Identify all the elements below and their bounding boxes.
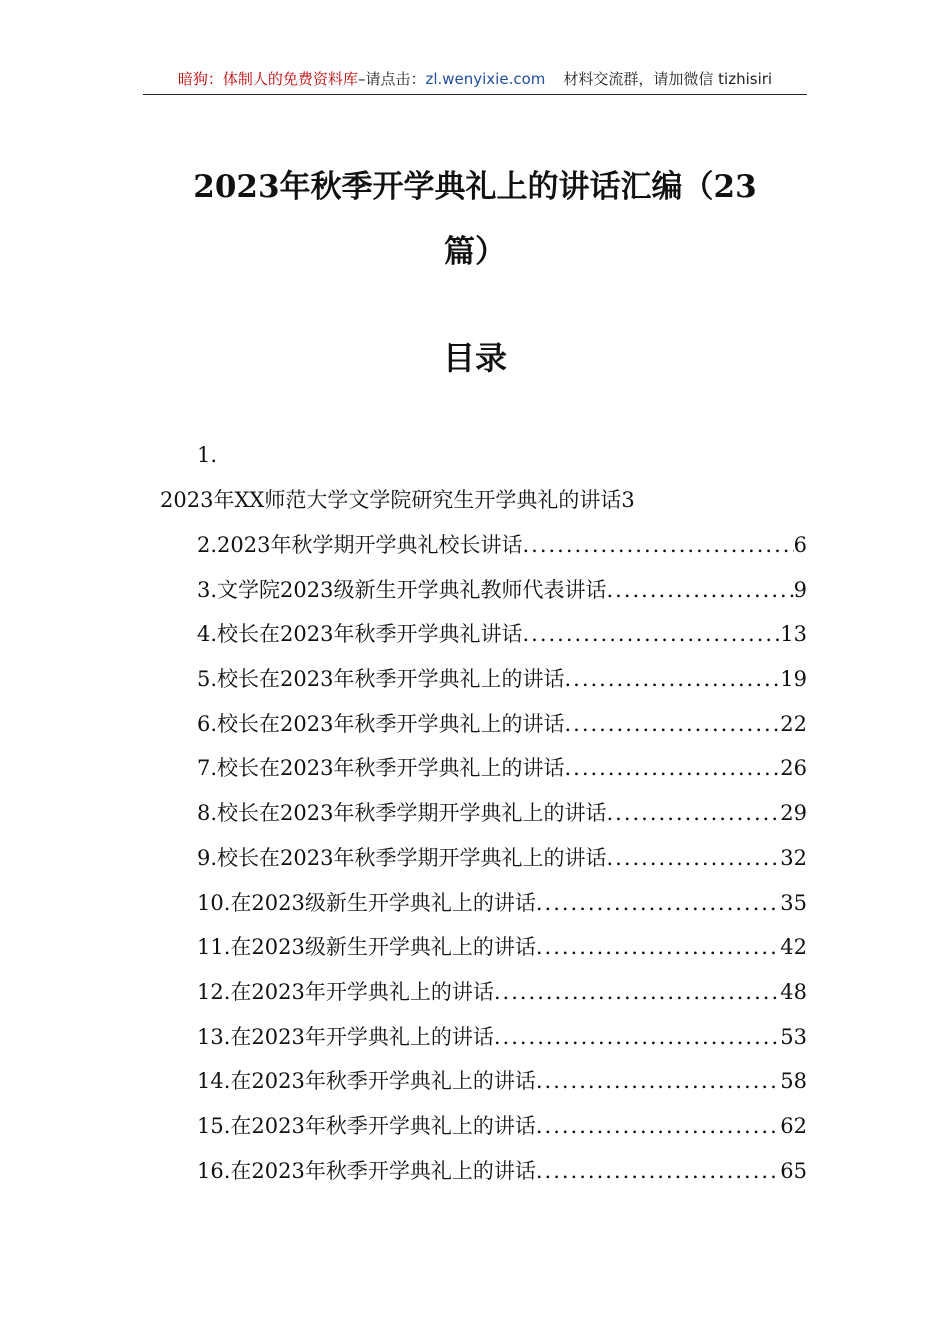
toc-leader-dots <box>536 1066 780 1096</box>
toc-entry[interactable] <box>197 664 807 709</box>
toc-entry[interactable] <box>197 977 807 1022</box>
page-header <box>143 64 807 95</box>
toc-entry[interactable] <box>197 888 807 933</box>
toc-entry[interactable] <box>197 932 807 977</box>
document-title-line2: 篇） <box>444 234 506 270</box>
toc-entry-title: 6.校长在2023年秋季开学典礼上的讲话 <box>197 711 565 736</box>
toc-entry-page: 22 <box>780 711 807 736</box>
toc-entry-page: 26 <box>780 756 807 781</box>
toc-entry-page: 65 <box>780 1158 807 1183</box>
toc-entry-page: 6 <box>793 533 807 557</box>
toc-leader-dots <box>494 977 780 1007</box>
toc-entry-title: 2.2023年秋学期开学典礼校长讲话 <box>197 533 523 557</box>
toc-entry[interactable] <box>197 843 807 888</box>
toc-entry[interactable] <box>197 753 807 798</box>
toc-entry[interactable] <box>197 1022 807 1067</box>
header-url-link[interactable]: zl.wenyixie.com <box>425 70 546 88</box>
toc-entry-page: 35 <box>780 890 807 915</box>
toc-list <box>197 530 807 1200</box>
header-click-prompt: –请点击： <box>357 70 426 88</box>
header-group-info: 材料交流群，请加微信 tizhisiri <box>563 70 773 88</box>
toc-entry[interactable] <box>197 575 807 620</box>
toc-entry[interactable] <box>197 1156 807 1201</box>
toc-entry-1-number[interactable]: 1. <box>197 443 218 467</box>
toc-entry-title: 11.在2023级新生开学典礼上的讲话 <box>197 935 536 960</box>
toc-leader-dots <box>564 709 780 739</box>
toc-leader-dots <box>564 753 780 783</box>
toc-entry-title: 10.在2023级新生开学典礼上的讲话 <box>197 890 536 915</box>
toc-entry[interactable] <box>197 798 807 843</box>
toc-entry-title: 5.校长在2023年秋季开学典礼上的讲话 <box>197 667 565 692</box>
toc-entry[interactable] <box>197 530 807 575</box>
toc-entry-title: 8.校长在2023年秋季学期开学典礼上的讲话 <box>197 801 607 826</box>
toc-entry-page: 53 <box>780 1024 807 1049</box>
toc-entry[interactable] <box>197 619 807 664</box>
toc-leader-dots <box>536 888 780 918</box>
toc-leader-dots <box>522 530 793 560</box>
document-title-line1: 2023年秋季开学典礼上的讲话汇编（23 <box>193 169 757 205</box>
toc-entry-title: 16.在2023年秋季开学典礼上的讲话 <box>197 1158 536 1183</box>
toc-entry[interactable] <box>197 1111 807 1156</box>
toc-leader-dots <box>536 932 780 962</box>
toc-leader-dots <box>536 1111 780 1141</box>
toc-leader-dots <box>494 1022 780 1052</box>
toc-leader-dots <box>522 619 780 649</box>
toc-entry-title: 15.在2023年秋季开学典礼上的讲话 <box>197 1113 536 1138</box>
toc-entry-title: 3.文学院2023级新生开学典礼教师代表讲话 <box>197 577 607 602</box>
toc-entry-title: 4.校长在2023年秋季开学典礼讲话 <box>197 622 523 647</box>
toc-entry-page: 62 <box>780 1113 807 1138</box>
toc-entry-page: 29 <box>780 801 807 826</box>
toc-entry-1-text[interactable]: 2023年XX师范大学文学院研究生开学典礼的讲话3 <box>160 488 635 512</box>
toc-leader-dots <box>606 843 780 873</box>
toc-entry[interactable] <box>197 1066 807 1111</box>
toc-entry-page: 19 <box>780 667 807 692</box>
header-brand: 暗狗：体制人的免费资料库 <box>177 70 358 88</box>
toc-entry-page: 32 <box>780 845 807 870</box>
toc-entry-title: 13.在2023年开学典礼上的讲话 <box>197 1024 494 1049</box>
toc-entry-page: 58 <box>780 1069 807 1094</box>
toc-entry-page: 13 <box>780 622 807 647</box>
toc-entry-title: 7.校长在2023年秋季开学典礼上的讲话 <box>197 756 565 781</box>
toc-entry-title: 14.在2023年秋季开学典礼上的讲话 <box>197 1069 536 1094</box>
toc-entry[interactable] <box>197 709 807 754</box>
toc-entry-page: 48 <box>780 979 807 1004</box>
toc-entry-page: 42 <box>780 935 807 960</box>
toc-heading: 目录 <box>442 339 507 377</box>
toc-entry-title: 9.校长在2023年秋季学期开学典礼上的讲话 <box>197 845 607 870</box>
toc-entry-page: 9 <box>793 577 807 602</box>
toc-leader-dots <box>606 798 780 828</box>
toc-entry-title: 12.在2023年开学典礼上的讲话 <box>197 979 494 1004</box>
toc-leader-dots <box>606 575 793 605</box>
toc-leader-dots <box>536 1156 780 1186</box>
toc-leader-dots <box>564 664 780 694</box>
